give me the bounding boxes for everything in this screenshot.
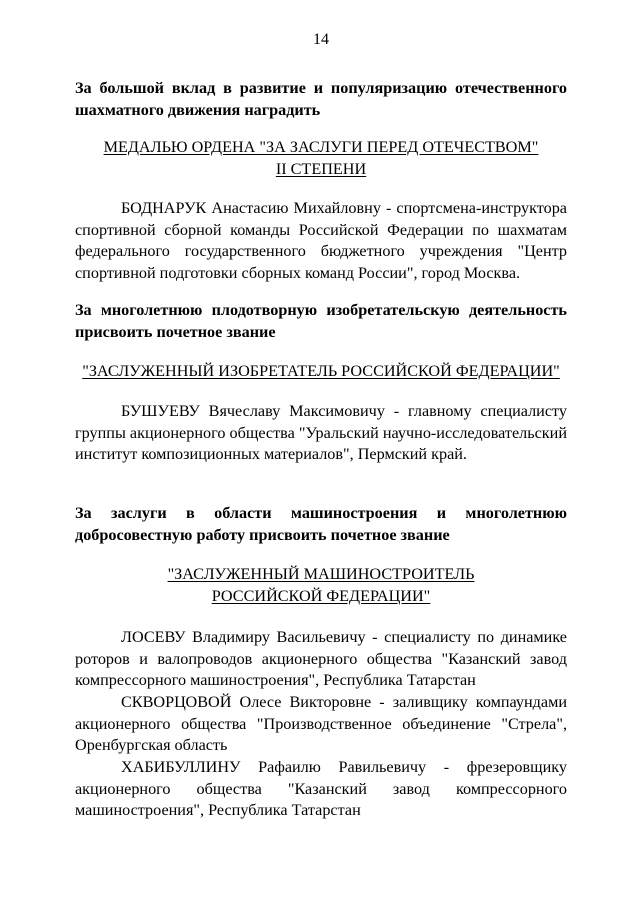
decree-inventor: За многолетнюю плодотворную изобретательскую деятельность присвоить почетное звание (75, 301, 567, 341)
page-number: 14 (313, 31, 329, 48)
award-title-line: РОССИЙСКОЙ ФЕДЕРАЦИИ" (211, 586, 431, 605)
entry-losev: ЛОСЕВУ Владимиру Васильевичу - специалисту по динамике роторов и валопроводов акционерного общества "Казанский завод компрессорного машиностроения", Республика Татарстан (75, 628, 567, 690)
entry-bodnaruk: БОДНАРУК Анастасию Михайловну - спортсмена-инструктора спортивной сборной команды Российской Федерации по шахматам федерального государственного бюджетного учреждения "Центр спортивной подготовки сборных команд России", город Москва. (75, 199, 567, 282)
award-title-line: II СТЕПЕНИ (275, 159, 367, 178)
award-title-line: "ЗАСЛУЖЕННЫЙ МАШИНОСТРОИТЕЛЬ (167, 565, 475, 583)
award-title-medal (75, 137, 567, 180)
decree-machine-builder: За заслуги в области машиностроения и многолетнюю добросовестную работу присвоить почетное звание (75, 504, 567, 544)
award-title-machine-builder (75, 564, 567, 607)
award-title-line: "ЗАСЛУЖЕННЫЙ ИЗОБРЕТАТЕЛЬ РОССИЙСКОЙ ФЕДЕРАЦИИ" (82, 362, 560, 380)
award-title-inventor (75, 361, 567, 383)
entry-khabibullin: ХАБИБУЛЛИНУ Рафаилю Равильевичу - фрезеровщику акционерного общества "Казанский завод компрессорного машиностроения", Республика Татарстан (75, 758, 567, 820)
entry-bushuev: БУШУЕВУ Вячеславу Максимовичу - главному специалисту группы акционерного общества "Уральский научно-исследовательский институт композиционных материалов", Пермский край. (75, 402, 567, 464)
award-title-line: МЕДАЛЬЮ ОРДЕНА "ЗА ЗАСЛУГИ ПЕРЕД ОТЕЧЕСТВОМ" (103, 138, 539, 156)
entry-skvortsova: СКВОРЦОВОЙ Олесе Викторовне - заливщику компаундами акционерного общества "Производственное объединение "Стрела", Оренбургская область (75, 693, 567, 755)
decree-chess: За большой вклад в развитие и популяризацию отечественного шахматного движения наградить (75, 79, 567, 119)
